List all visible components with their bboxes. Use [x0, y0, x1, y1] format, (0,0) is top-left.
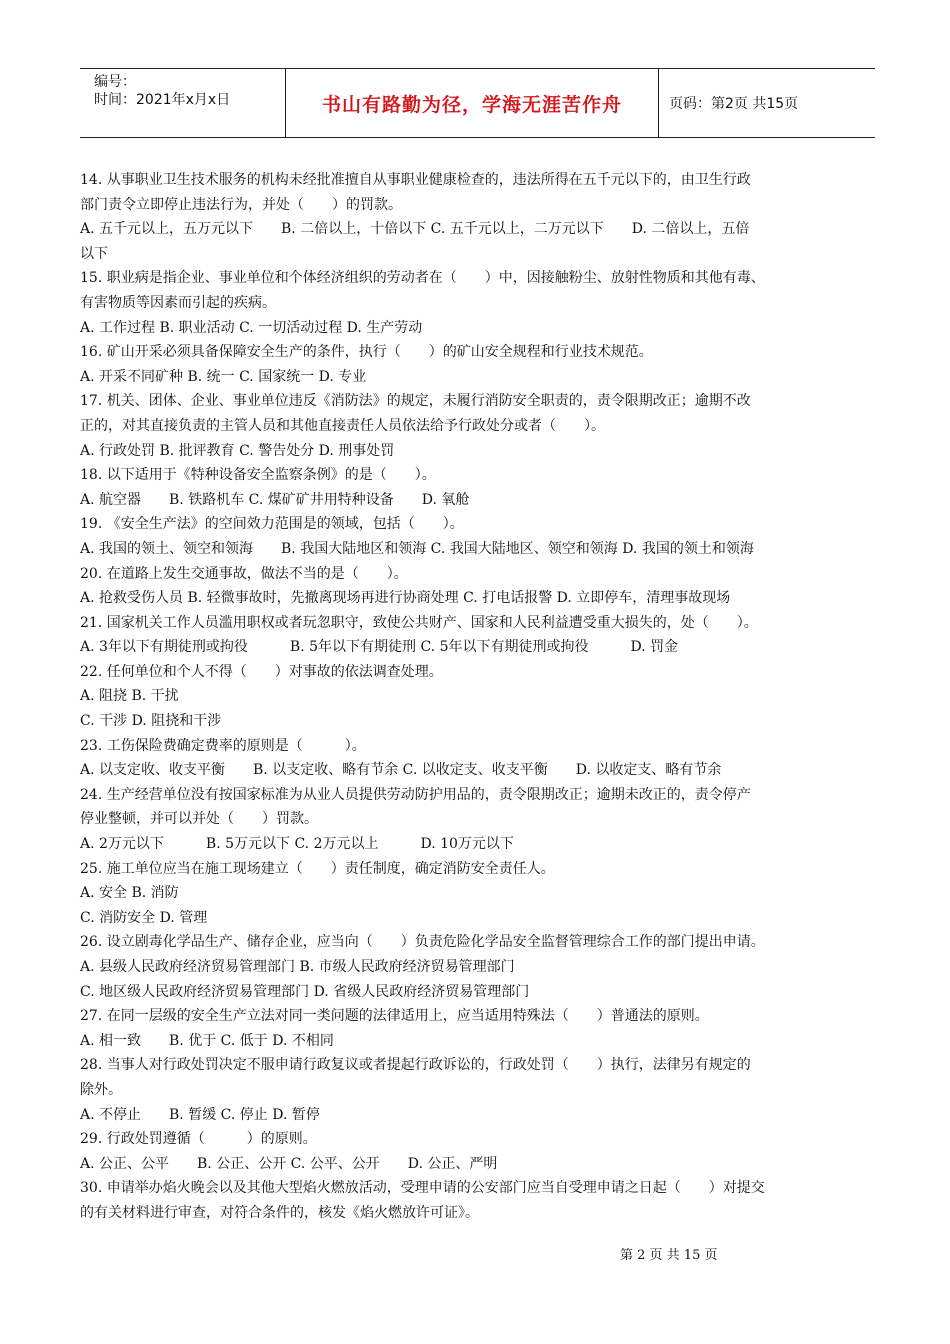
text-line: A. 行政处罚 B. 批评教育 C. 警告处分 D. 刑事处罚: [80, 442, 395, 459]
text-line: A. 以支定收、收支平衡 B. 以支定收、略有节余 C. 以收定支、收支平衡 D. 以收定支、略有节余: [80, 762, 722, 779]
text-line: A. 2万元以下 B. 5万元以下 C. 2万元以上 D. 10万元以下: [80, 836, 514, 853]
motto-text: 书山有路勤为径，学海无涯苦作舟: [321, 93, 622, 116]
header-page: [659, 69, 875, 137]
text-line: A. 相一致 B. 优于 C. 低于 D. 不相同: [80, 1032, 334, 1049]
text-line: C. 地区级人民政府经济贸易管理部门 D. 省级人民政府经济贸易管理部门: [80, 983, 530, 1000]
text-line: 正的，对其直接负责的主管人员和其他直接责任人员依法给予行政处分或者（ ）。: [80, 417, 605, 434]
text-line: A. 我国的领土、领空和领海 B. 我国大陆地区和领海 C. 我国大陆地区、领空和领海 D. 我国的领土和领海: [80, 540, 754, 557]
text-line: 以下: [80, 245, 108, 262]
text-line: 18. 以下适用于《特种设备安全监察条例》的是（ ）。: [80, 467, 436, 484]
text-line: 的有关材料进行审查，对符合条件的，核发《焰火燃放许可证》。: [80, 1204, 479, 1221]
page-footer: 第 2 页 共 15 页: [620, 1248, 718, 1263]
number-label: 编号：: [94, 74, 136, 90]
text-line: 26. 设立剧毒化学品生产、储存企业，应当向（ ）负责危险化学品安全监督管理综合工作的部门提出申请。: [80, 934, 765, 951]
text-line: A. 抢救受伤人员 B. 轻微事故时，先撤离现场再进行协商处理 C. 打电话报警 D. 立即停车，清理事故现场: [80, 590, 731, 607]
question-list: [80, 168, 880, 1226]
text-line: 14. 从事职业卫生技术服务的机构未经批准擅自从事职业健康检查的，违法所得在五千元以下的，由卫生行政: [80, 172, 751, 188]
text-line: A. 五千元以上，五万元以下 B. 二倍以上，十倍以下 C. 五千元以上，二万元以下 D. 二倍以上，五倍: [80, 221, 750, 238]
text-line: A. 阻挠 B. 干扰: [80, 688, 179, 705]
text-line: A. 航空器 B. 铁路机车 C. 煤矿矿井用特种设备 D. 氧舱: [80, 491, 470, 508]
header-motto: [286, 69, 659, 137]
text-line: 24. 生产经营单位没有按国家标准为从业人员提供劳动防护用品的，责令限期改正；逾期未改正的，责令停产: [80, 786, 751, 803]
text-line: 17. 机关、团体、企业、事业单位违反《消防法》的规定，未履行消防安全职责的，责令限期改正；逾期不改: [80, 393, 751, 410]
text-line: A. 安全 B. 消防: [80, 885, 179, 902]
text-line: 19. 《安全生产法》的空间效力范围是的领域，包括（ ）。: [80, 516, 464, 533]
text-line: 25. 施工单位应当在施工现场建立（ ）责任制度，确定消防安全责任人。: [80, 860, 555, 877]
text-line: 15. 职业病是指企业、事业单位和个体经济组织的劳动者在（ ）中，因接触粉尘、放射性物质和其他有毒、: [80, 270, 765, 287]
text-line: 23. 工伤保险费确定费率的原则是（ ）。: [80, 737, 366, 754]
text-line: A. 开采不同矿种 B. 统一 C. 国家统一 D. 专业: [80, 368, 367, 385]
text-line: C. 干涉 D. 阻挠和干涉: [80, 713, 222, 730]
text-line: 除外。: [80, 1081, 122, 1098]
text-line: A. 不停止 B. 暂缓 C. 停止 D. 暂停: [80, 1106, 320, 1123]
header-meta: [80, 69, 286, 137]
text-line: 停业整顿，并可以并处（ ）罚款。: [80, 811, 318, 828]
time-label: 时间：2021年x月x日: [94, 92, 231, 108]
text-line: 22. 任何单位和个人不得（ ）对事故的依法调查处理。: [80, 663, 443, 680]
text-line: 有害物质等因素而引起的疾病。: [80, 294, 276, 311]
text-line: 部门责令立即停止违法行为，并处（ ）的罚款。: [80, 196, 402, 213]
text-line: 20. 在道路上发生交通事故，做法不当的是（ ）。: [80, 565, 408, 582]
text-line: 27. 在同一层级的安全生产立法对同一类问题的法律适用上，应当适用特殊法（ ）普通法的原则。: [80, 1008, 709, 1025]
text-line: A. 工作过程 B. 职业活动 C. 一切活动过程 D. 生产劳动: [80, 319, 423, 336]
text-line: 21. 国家机关工作人员滥用职权或者玩忽职守，致使公共财产、国家和人民利益遭受重大损失的，处（ ）。: [80, 614, 758, 631]
page-header: [80, 68, 875, 138]
text-line: A. 3年以下有期徒刑或拘役 B. 5年以下有期徒刑 C. 5年以下有期徒刑或拘役 D. 罚金: [80, 639, 679, 656]
text-line: A. 县级人民政府经济贸易管理部门 B. 市级人民政府经济贸易管理部门: [80, 959, 515, 975]
text-line: 30. 申请举办焰火晚会以及其他大型焰火燃放活动，受理申请的公安部门应当自受理申请之日起（ ）对提交: [80, 1180, 765, 1197]
text-line: A. 公正、公平 B. 公正、公开 C. 公平、公开 D. 公正、严明: [80, 1155, 498, 1172]
text-line: 16. 矿山开采必须具备保障安全生产的条件，执行（ ）的矿山安全规程和行业技术规范。: [80, 344, 653, 361]
text-line: C. 消防安全 D. 管理: [80, 909, 208, 926]
page-label: 页码：第2页 共15页: [669, 96, 799, 112]
text-line: 29. 行政处罚遵循（ ）的原则。: [80, 1131, 317, 1148]
text-line: 28. 当事人对行政处罚决定不服申请行政复议或者提起行政诉讼的，行政处罚（ ）执行，法律另有规定的: [80, 1057, 751, 1074]
